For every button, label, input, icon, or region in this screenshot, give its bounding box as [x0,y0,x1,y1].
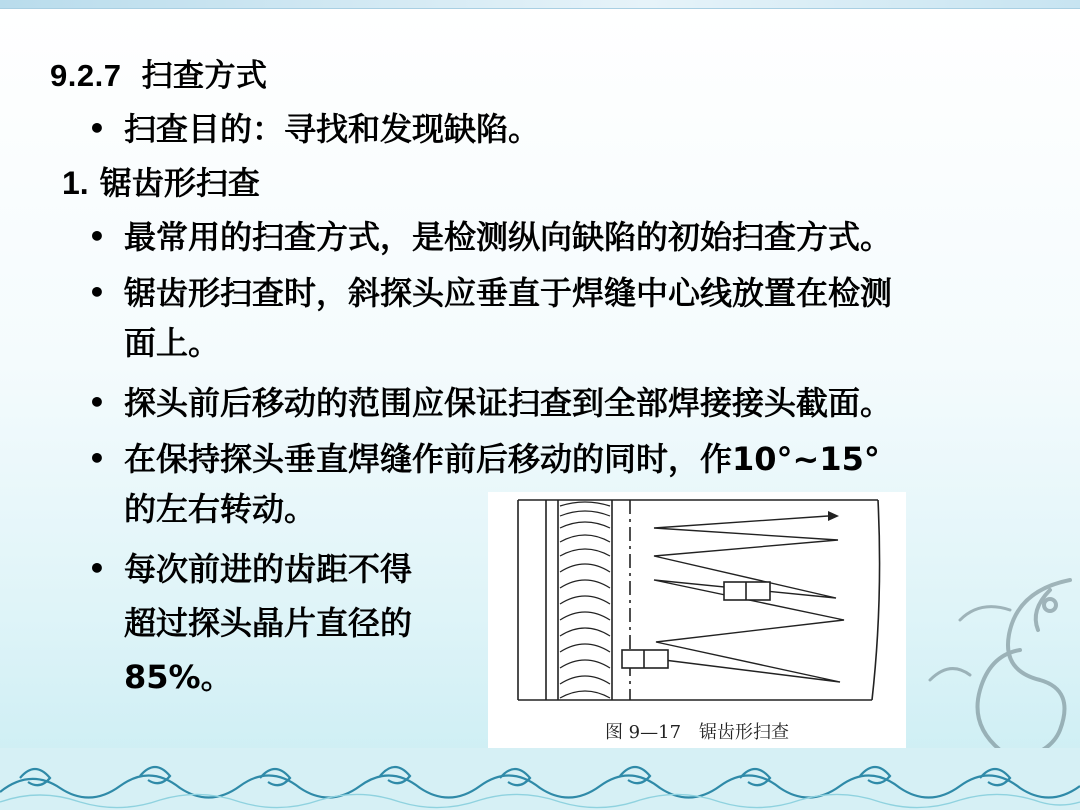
bullet-dot-icon: • [88,552,106,585]
bullet-item [88,212,892,262]
bullet-dot-icon: • [88,112,106,145]
plate-right-edge [872,500,880,700]
dragon-watermark-icon [900,560,1080,770]
figure-caption: 图 9—17 锯齿形扫查 [604,722,790,743]
bullet-line: 超过探头晶片直径的 [124,604,413,642]
subsection-heading [62,158,260,208]
section-number: 9.2.7 [50,58,122,93]
arrow-head-icon [828,511,839,521]
bullet-dot-icon: • [88,386,106,419]
subsection-number: 1. [62,165,89,201]
bullet-item [88,378,892,428]
bottom-wave-border [0,748,1080,810]
bullet-line: 面上。 [124,324,221,362]
bullet-line: 锯齿形扫查时，斜探头应垂直于焊缝中心线放置在检测 [124,274,893,312]
bullet-line: 85%。 [124,658,233,696]
bullet-line: 在保持探头垂直焊缝作前后移动的同时，作10°~15° [124,440,880,478]
bullet-item [88,542,412,704]
sawtooth-scan-diagram [488,492,906,722]
bullet-item [88,268,892,368]
top-decorative-bar [0,0,1080,9]
bullet-dot-icon: • [88,442,106,475]
bullet-purpose [88,104,540,154]
section-heading [50,50,267,95]
probe-lower [622,650,668,668]
sawtooth-scan-figure [488,492,906,760]
bullet-line: 每次前进的齿距不得 [124,550,413,588]
bullet-line: 最常用的扫查方式，是检测纵向缺陷的初始扫查方式。 [124,218,893,256]
bullet-line: 探头前后移动的范围应保证扫查到全部焊接接头截面。 [124,384,893,422]
bullet-dot-icon: • [88,276,106,309]
weld-ripples [560,502,610,698]
bullet-dot-icon: • [88,220,106,253]
section-title: 扫查方式 [141,58,268,94]
subsection-title: 锯齿形扫查 [99,164,260,202]
bullet-text: 扫查目的：寻找和发现缺陷。 [124,110,541,148]
probe-upper [724,582,770,600]
bullet-line: 的左右转动。 [124,490,317,528]
